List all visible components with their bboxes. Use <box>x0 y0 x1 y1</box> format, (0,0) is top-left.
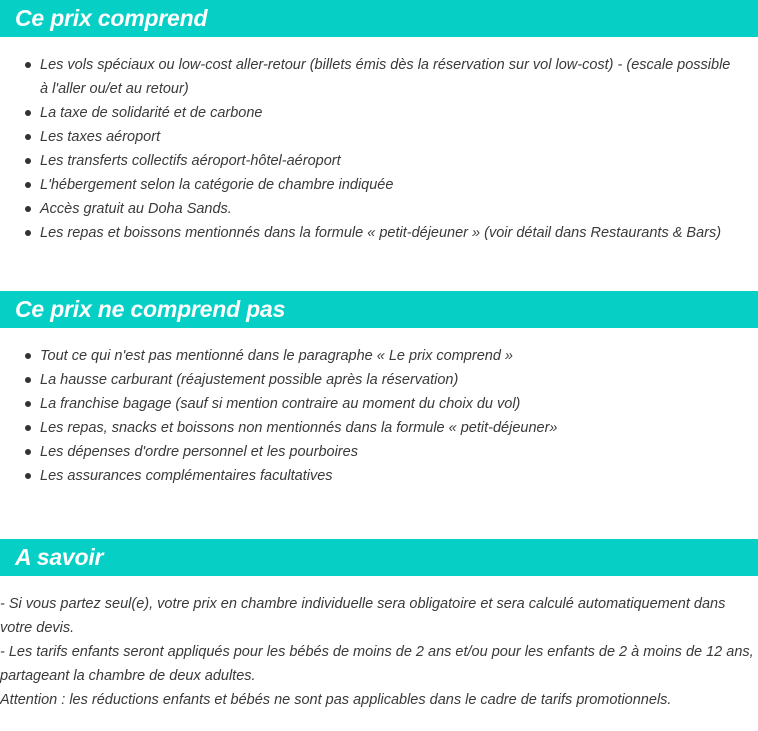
section-header-good-to-know <box>0 539 758 576</box>
section-title-good-to-know: A savoir <box>15 544 104 570</box>
list-item: Les dépenses d'ordre personnel et les pourboires <box>0 440 758 464</box>
list-item: La taxe de solidarité et de carbone <box>0 101 758 125</box>
note-paragraph: - Si vous partez seul(e), votre prix en chambre individuelle sera obligatoire et sera calculé automatiquement dans votre devis. <box>0 596 726 636</box>
section-header-included <box>0 0 758 37</box>
bullet-icon <box>25 158 31 164</box>
bullet-icon <box>25 206 31 212</box>
list-item: Les repas, snacks et boissons non mentionnés dans la formule « petit-déjeuner» <box>0 416 758 440</box>
list-item: Les vols spéciaux ou low-cost aller-retour (billets émis dès la réservation sur vol low-cost) - (escale possible à l'aller ou/et au retour) <box>0 53 758 101</box>
included-list <box>0 37 758 245</box>
bullet-icon <box>25 182 31 188</box>
bullet-icon <box>25 134 31 140</box>
bullet-icon <box>25 473 31 479</box>
bullet-icon <box>25 62 31 68</box>
list-item: La franchise bagage (sauf si mention contraire au moment du choix du vol) <box>0 392 758 416</box>
section-good-to-know <box>0 539 758 712</box>
section-title-not-included: Ce prix ne comprend pas <box>15 296 286 322</box>
bullet-icon <box>25 401 31 407</box>
list-item: Les transferts collectifs aéroport-hôtel-aéroport <box>0 149 758 173</box>
bullet-icon <box>25 110 31 116</box>
list-item: L'hébergement selon la catégorie de chambre indiquée <box>0 173 758 197</box>
bullet-icon <box>25 449 31 455</box>
note-paragraph: Attention : les réductions enfants et bébés ne sont pas applicables dans le cadre de tarifs promotionnels. <box>0 692 672 708</box>
list-item: Les repas et boissons mentionnés dans la formule « petit-déjeuner » (voir détail dans Restaurants & Bars) <box>0 221 758 245</box>
section-included <box>0 0 758 245</box>
list-item: Les taxes aéroport <box>0 125 758 149</box>
note-paragraph: - Les tarifs enfants seront appliqués pour les bébés de moins de 2 ans et/ou pour les enfants de 2 à moins de 12 ans, partageant la chambre de deux adultes. <box>0 644 754 684</box>
not-included-list <box>0 328 758 488</box>
list-item: La hausse carburant (réajustement possible après la réservation) <box>0 368 758 392</box>
list-item: Accès gratuit au Doha Sands. <box>0 197 758 221</box>
bullet-icon <box>25 230 31 236</box>
notes-block <box>0 576 758 712</box>
bullet-icon <box>25 377 31 383</box>
section-title-included: Ce prix comprend <box>15 5 208 31</box>
list-item: Tout ce qui n'est pas mentionné dans le paragraphe « Le prix comprend » <box>0 344 758 368</box>
list-item: Les assurances complémentaires facultatives <box>0 464 758 488</box>
bullet-icon <box>25 353 31 359</box>
section-header-not-included <box>0 291 758 328</box>
bullet-icon <box>25 425 31 431</box>
section-not-included <box>0 291 758 488</box>
